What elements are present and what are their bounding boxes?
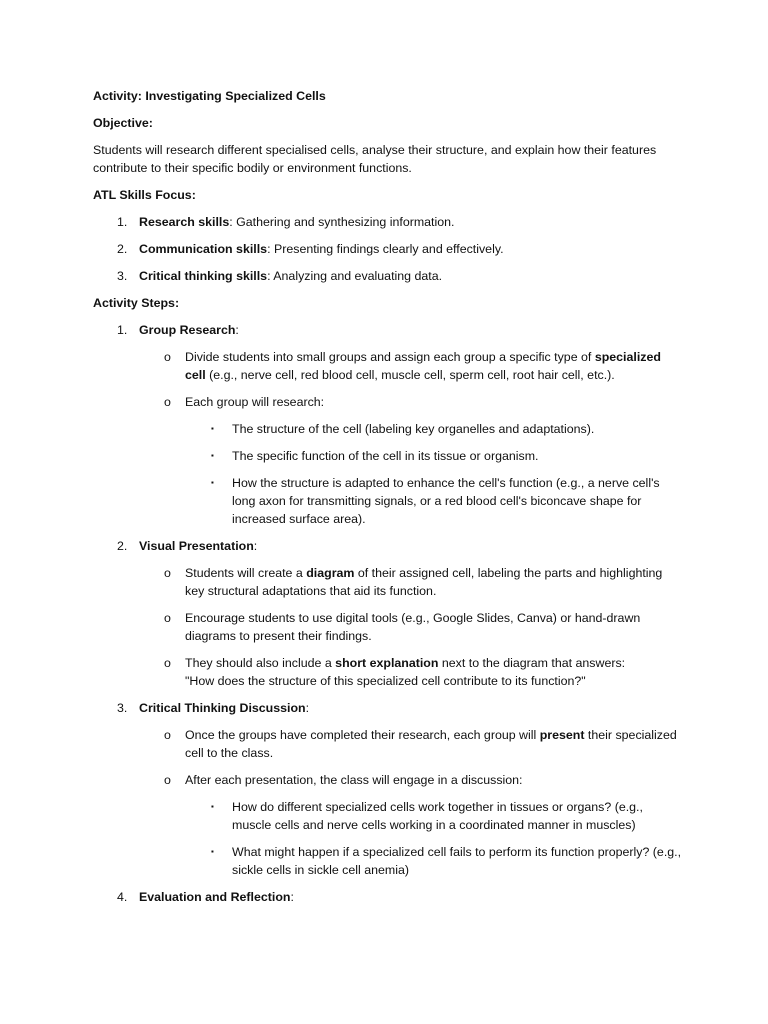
list-item: ▪ The structure of the cell (labeling key organelles and adaptations).: [211, 422, 595, 436]
list-number: 1.: [117, 323, 128, 337]
list-item: ▪ The specific function of the cell in its tissue or organism.: [211, 449, 539, 463]
list-item: o Encourage students to use digital tools (e.g., Google Slides, Canva) or hand-drawn diagrams to present their findings.: [164, 611, 641, 643]
step-3: 3. Critical Thinking Discussion:: [117, 701, 310, 715]
atl-item: 2. Communication skills: Presenting findings clearly and effectively.: [117, 242, 504, 256]
objective-heading: Objective:: [93, 116, 153, 130]
steps-heading: Activity Steps:: [93, 296, 180, 310]
list-item: ▪ What might happen if a specialized cell fails to perform its function properly? (e.g., sickle cells in sickle cell anemia): [211, 845, 682, 877]
atl-heading: ATL Skills Focus:: [93, 188, 196, 202]
list-item: ▪ How do different specialized cells work together in tissues or organs? (e.g., muscle cells and nerve cells working in a coordinated manner in muscles): [211, 800, 643, 832]
objective-text: Students will research different specialised cells, analyse their structure, and explain how their features contribute to their specific bodily or environment functions.: [93, 143, 657, 175]
square-bullet-icon: ▪: [211, 847, 214, 856]
list-item: o Students will create a diagram of their assigned cell, labeling the parts and highlighting key structural adaptations that aid its function.: [164, 566, 663, 598]
circle-bullet-icon: o: [164, 566, 171, 580]
step-4: 4. Evaluation and Reflection:: [117, 890, 294, 904]
list-number: 3.: [117, 701, 128, 715]
document-body: [93, 87, 683, 906]
square-bullet-icon: ▪: [211, 478, 214, 487]
circle-bullet-icon: o: [164, 728, 171, 742]
atl-item: 1. Research skills: Gathering and synthesizing information.: [117, 215, 455, 229]
list-number: 4.: [117, 890, 128, 904]
atl-item: 3. Critical thinking skills: Analyzing and evaluating data.: [117, 269, 443, 283]
circle-bullet-icon: o: [164, 611, 171, 625]
square-bullet-icon: ▪: [211, 802, 214, 811]
list-item: o Divide students into small groups and assign each group a specific type of specialized cell (e.g., nerve cell, red blood cell, muscle cell, sperm cell, root hair cell, etc.).: [164, 350, 661, 382]
circle-bullet-icon: o: [164, 656, 171, 670]
square-bullet-icon: ▪: [211, 424, 214, 433]
square-bullet-icon: ▪: [211, 451, 214, 460]
list-number: 2.: [117, 539, 128, 553]
list-number: 2.: [117, 242, 128, 256]
list-item: o After each presentation, the class will engage in a discussion:: [164, 773, 523, 787]
list-item: o They should also include a short explanation next to the diagram that answers: "How does the structure of this specialized cell contribute to its function?": [164, 656, 626, 688]
list-item: ▪ How the structure is adapted to enhance the cell's function (e.g., a nerve cell's long axon for transmitting signals, or a red blood cell's biconcave shape for increased surface area).: [211, 476, 660, 526]
list-number: 3.: [117, 269, 128, 283]
step-2: 2. Visual Presentation:: [117, 539, 258, 553]
list-item: o Once the groups have completed their research, each group will present their specialized cell to the class.: [164, 728, 677, 760]
step-1: 1. Group Research:: [117, 323, 239, 337]
list-item: o Each group will research:: [164, 395, 325, 409]
document-title: Activity: Investigating Specialized Cells: [93, 89, 326, 103]
list-number: 1.: [117, 215, 128, 229]
circle-bullet-icon: o: [164, 395, 171, 409]
circle-bullet-icon: o: [164, 350, 171, 364]
circle-bullet-icon: o: [164, 773, 171, 787]
